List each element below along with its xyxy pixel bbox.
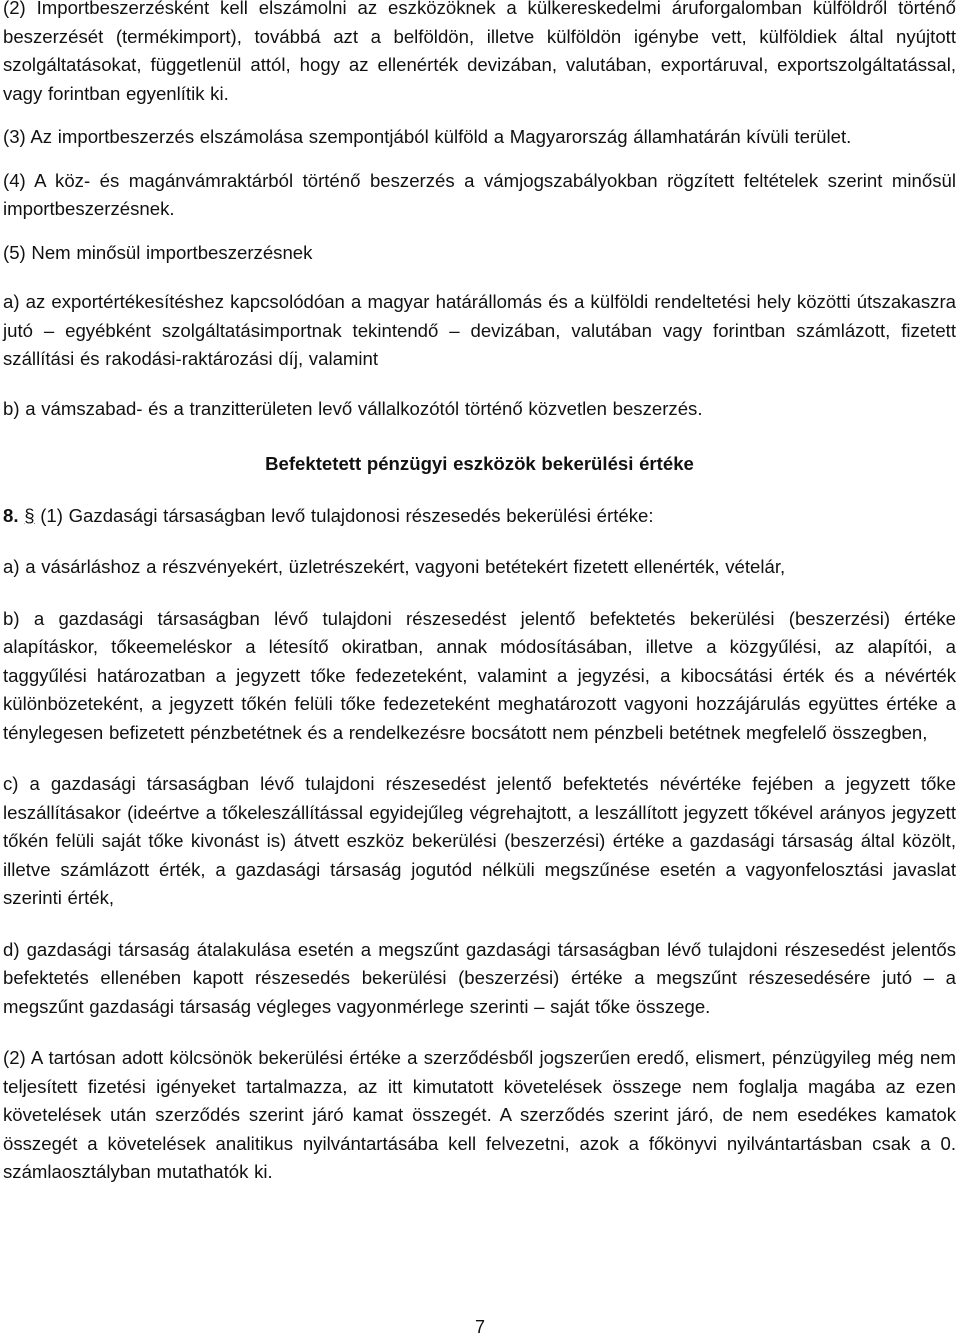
section-8-item-c: c) a gazdasági társaságban lévő tulajdoni részesedést jelentő befektetés névértéke fejében a jegyzett tőke leszállításakor (ideértve a tőkeleszállítással egyidejűleg végrehajtott, a leszállított jegyzett tőkével arányos jegyzett tőkén felüli saját tőke kivonást is) átvett eszköz bekerülési (beszerzési) értéke a gazdasági társaság által közölt, illetve számlázott érték, a gazdasági társaság jogutód nélküli megszűnése esetén a vagyonfelosztási javaslat szerinti érték, (3, 773, 956, 908)
section-8-item-b: b) a gazdasági társaságban lévő tulajdoni részesedést jelentő befektetés bekerülési (beszerzési) értéke alapításkor, tőkeemeléskor a létesítő okiratban, annak módosításában, illetve a közgyűlési, az alapítói, a taggyűlési határozatban a jegyzett tőke fedezeteként, valamint a jegyzési, a kibocsátási érték és a névérték különbözeteként, a jegyzett tőkén felüli tőke fedezeteként meghatározott vagyoni hozzájárulás együttes értéke a ténylegesen befizetett pénzbetétnek és a rendelkezésre bocsátott nem pénzbeli betétnek megfelelő összegben, (3, 607, 956, 743)
document-page (3, 0, 956, 1187)
section-8-item-a: a) a vásárláshoz a részvényekért, üzletrészekért, vagyoni betétekért fizetett ellenérték, vételár, (3, 556, 786, 577)
paragraph-import-3: (3) Az importbeszerzés elszámolása szempontjából külföld a Magyarország államhatárán kívüli terület. (3, 126, 852, 147)
section-8-paragraph-1 (3, 502, 956, 531)
section-sign: § (24, 504, 35, 526)
paragraph-import-4: (4) A köz- és magánvámraktárból történő beszerzés a vámjogszabályokban rögzített feltételek szerint minősül importbeszerzésnek. (3, 169, 956, 219)
section-heading: Befektetett pénzügyi eszközök bekerülési értéke (265, 453, 694, 474)
paragraph-import-5-a: a) az exportértékesítéshez kapcsolódóan a magyar határállomás és a külföldi rendeltetési hely közötti útszakaszra jutó ‒ egyébként szolgáltatásimportnak tekintendő ‒ devizában, valutában vagy forintban számlázott, fizetett szállítási és rakodási-raktározási díj, valamint (3, 291, 956, 369)
section-8-paragraph-2: (2) A tartósan adott kölcsönök bekerülési értéke a szerződésből jogszerűen eredő, elismert, pénzügyileg még nem teljesített fizetési igényeket tartalmazza, az itt kimutatott követelések összege nem foglalja magába az ezen követelések után szerződés szerint járó kamat összegét. A szerződés szerint járó, de nem esedékes kamatok összegét a követelések analitikus nyilvántartásába kell felvezetni, azok a főkönyvi nyilvántartásban csak a 0. számlaosztályban mutathatók ki. (3, 1047, 956, 1182)
paragraph-import-5-b: b) a vámszabad- és a tranzitterületen levő vállalkozótól történő közvetlen beszerzés. (3, 397, 703, 419)
section-8-item-d: d) gazdasági társaság átalakulása esetén a megszűnt gazdasági társaságban lévő tulajdoni részesedést jelentős befektetés ellenében kapott részesedés bekerülési (beszerzési) értéke a megszűnt részesedésére jutó ‒ a megszűnt gazdasági társaság végleges vagyonmérlege szerinti ‒ saját tőke összege. (3, 938, 956, 1017)
paragraph-import-5: (5) Nem minősül importbeszerzésnek (3, 241, 313, 263)
page-number: 7 (474, 1317, 485, 1337)
section-8-paragraph-1-text: (1) Gazdasági társaságban levő tulajdonosi részesedés bekerülési értéke: (40, 504, 654, 526)
section-number: 8. (3, 504, 19, 526)
paragraph-import-2: (2) Importbeszerzésként kell elszámolni az eszközöknek a külkereskedelmi áruforgalomban külföldről történő beszerzését (termékimport), továbbá azt a belföldön, illetve külföldön igénybe vett, külföldiek által nyújtott szolgáltatásokat, függetlenül attól, hogy az ellenérték devizában, valutában, exportáruval, exportszolgáltatással, vagy forintban egyenlítik ki. (3, 0, 956, 104)
